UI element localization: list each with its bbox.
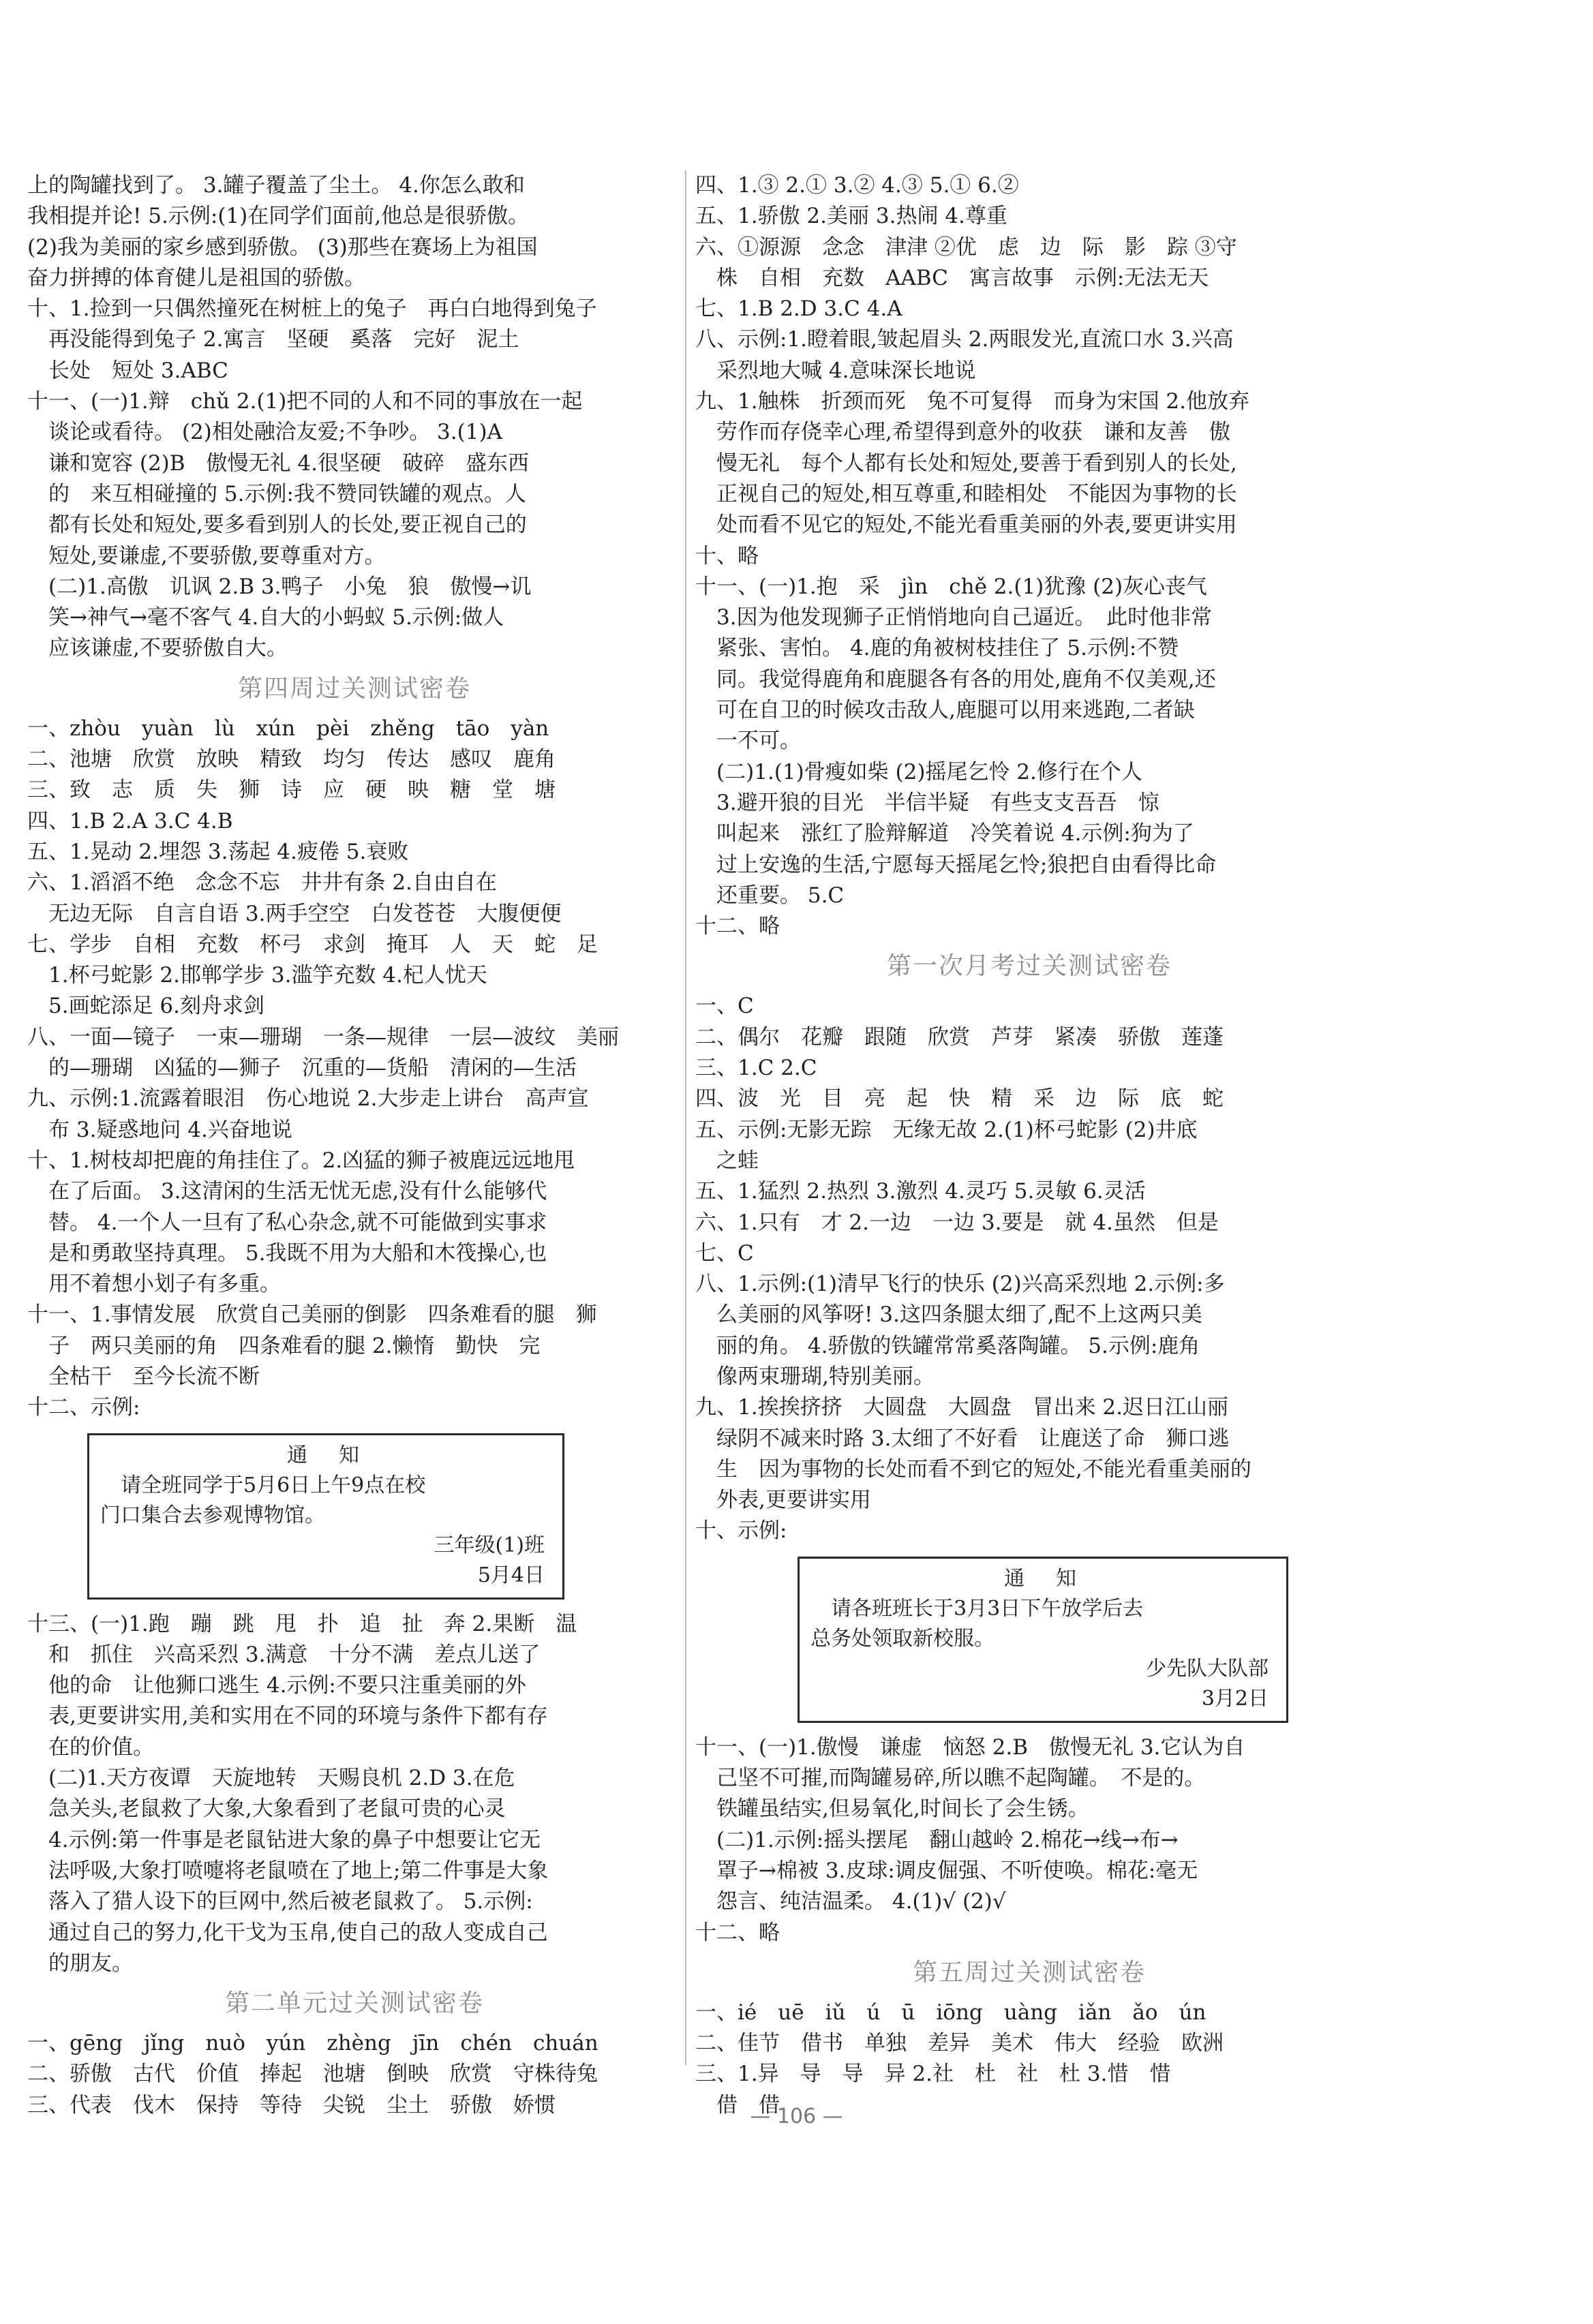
answer-line: 九、示例:1.流露着眼泪 伤心地说 2.大步走上讲台 高声宣 (27, 1086, 589, 1112)
answer-line: 么美丽的风筝呀! 3.这四条腿太细了,配不上这两只美 (695, 1302, 1202, 1328)
answer-line: 在了后面。 3.这清闲的生活无忧无虑,没有什么能够代 (27, 1179, 547, 1204)
right-block-2 (695, 991, 1363, 1546)
answer-line: 株 自相 充数 AABC 寓言故事 示例:无法无天 (695, 265, 1209, 290)
answer-line: 五、1.猛烈 2.热烈 3.激烈 4.灵巧 5.灵敏 6.灵活 (695, 1179, 1146, 1204)
notice-body-line: 请全班同学于5月6日上午9点在校 (100, 1473, 426, 1497)
answer-line: 二、佳节 借书 单独 差异 美术 伟大 经验 欧洲 (695, 2031, 1224, 2056)
answer-line: 应该谦虚,不要骄傲自大。 (27, 636, 288, 661)
answer-line: 四、波 光 目 亮 起 快 精 采 边 际 底 蛇 (695, 1086, 1224, 1112)
answer-line: 十、1.捡到一只偶然撞死在树桩上的兔子 再白白地得到兔子 (27, 296, 597, 322)
notice-body-line: 门口集合去参观博物馆。 (100, 1503, 325, 1527)
answer-line: 3.因为他发现狮子正悄悄地向自己逼近。 此时他非常 (695, 605, 1213, 630)
answer-line: 的 来互相碰撞的 5.示例:我不赞同铁罐的观点。人 (27, 481, 526, 506)
answer-line: 同。我觉得鹿角和鹿腿各有各的用处,鹿角不仅美观,还 (695, 667, 1216, 692)
section-heading-week4: 第四周过关测试密卷 (237, 674, 471, 703)
answer-line: 绿阴不减来时路 3.太细了不好看 让鹿送了命 狮口逃 (695, 1426, 1230, 1451)
answer-line: 生 因为事物的长处而看不到它的短处,不能光看重美丽的 (695, 1456, 1251, 1482)
answer-line: 替。 4.一个人一旦有了私心杂念,就不可能做到实事求 (27, 1210, 547, 1235)
answer-line: 十、1.树枝却把鹿的角挂住了。2.凶猛的狮子被鹿远远地甩 (27, 1148, 575, 1173)
answer-line: 处而看不见它的短处,不能光看重美丽的外表,要更讲实用 (695, 513, 1237, 538)
answer-line: 怨言、纯洁温柔。 4.(1)√ (2)√ (695, 1889, 1006, 1914)
answer-line: 铁罐虽结实,但易氧化,时间长了会生锈。 (695, 1796, 1089, 1822)
right-column (695, 170, 1363, 2121)
answer-line: 七、C (695, 1240, 754, 1266)
answer-line: 全枯干 至今长流不断 (27, 1364, 260, 1389)
answer-line: 都有长处和短处,要多看到别人的长处,要正视自己的 (27, 513, 527, 538)
left-block-1 (27, 170, 682, 664)
answer-line: 法呼吸,大象打喷嚏将老鼠喷在了地上;第二件事是大象 (27, 1858, 549, 1883)
answer-line: 十一、(一)1.抱 采 jìn chě 2.(1)犹豫 (2)灰心丧气 (695, 574, 1208, 599)
answer-line: 十三、(一)1.跑 蹦 跳 甩 扑 追 扯 奔 2.果断 温 (27, 1611, 577, 1636)
answer-line: 五、示例:无影无踪 无缘无故 2.(1)杯弓蛇影 (2)井底 (695, 1117, 1198, 1142)
notice-body-line: 总务处领取新校服。 (810, 1626, 995, 1651)
answer-line: 过上安逸的生活,宁愿每天摇尾乞怜;狼把自由看得比命 (695, 852, 1217, 877)
answer-line: 三、代表 伐木 保持 等待 尖锐 尘土 骄傲 娇惯 (27, 2092, 556, 2117)
answer-line: 正视自己的短处,相互尊重,和睦相处 不能因为事物的长 (695, 481, 1237, 506)
answer-line: 六、1.只有 才 2.一边 一边 3.要是 就 4.虽然 但是 (695, 1210, 1219, 1235)
answer-line: 的朋友。 (27, 1951, 133, 1976)
answer-line: 5.画蛇添足 6.刻舟求剑 (27, 994, 265, 1019)
answer-line: 笑→神气→毫不客气 4.自大的小蚂蚁 5.示例:做人 (27, 605, 504, 630)
answer-line: 一不可。 (695, 729, 801, 754)
answer-line: 上的陶罐找到了。 3.罐子覆盖了尘土。 4.你怎么敢和 (27, 173, 525, 198)
answer-line: (二)1.示例:摇头摆尾 翻山越岭 2.棉花→线→布→ (695, 1827, 1179, 1852)
answer-line: 三、1.C 2.C (695, 1056, 817, 1081)
answer-line: 二、偶尔 花瓣 跟随 欣赏 芦芽 紧凑 骄傲 莲蓬 (695, 1024, 1224, 1050)
answer-line: 七、1.B 2.D 3.C 4.A (695, 296, 902, 322)
answer-line: 谈论或看待。 (2)相处融洽友爱;不争吵。 3.(1)A (27, 420, 502, 445)
answer-line: 落入了猎人设下的巨网中,然后被老鼠救了。 5.示例: (27, 1889, 533, 1914)
answer-line: 像两束珊瑚,特别美丽。 (695, 1364, 935, 1389)
answer-line: 一、zhòu yuàn lù xún pèi zhěng tāo yàn (27, 716, 549, 741)
answer-line: 之蛙 (695, 1148, 759, 1173)
answer-line: 劳作而存侥幸心理,希望得到意外的收获 谦和友善 傲 (695, 420, 1230, 445)
answer-line: 二、骄傲 古代 价值 捧起 池塘 倒映 欣赏 守株待兔 (27, 2062, 598, 2087)
answer-line: 己坚不可摧,而陶罐易碎,所以瞧不起陶罐。 不是的。 (695, 1766, 1206, 1791)
answer-line: 长处 短处 3.ABC (27, 358, 228, 383)
answer-line: 二、池塘 欣赏 放映 精致 均匀 传达 感叹 鹿角 (27, 747, 556, 772)
notice-box-pioneers (798, 1557, 1288, 1723)
answer-line: 六、①源源 念念 津津 ②优 虑 边 际 影 踪 ③守 (695, 234, 1237, 260)
answer-line: 五、1.骄傲 2.美丽 3.热闹 4.尊重 (695, 204, 1007, 229)
answer-line: 在的价值。 (27, 1734, 154, 1760)
section-heading-unit2: 第二单元过关测试密卷 (224, 1989, 484, 2018)
answer-line: 和 抓住 兴高采烈 3.满意 十分不满 差点儿送了 (27, 1642, 541, 1667)
answer-line: 布 3.疑惑地问 4.兴奋地说 (27, 1117, 292, 1142)
answer-line: 一、ié uē iǔ ú ū iōng uàng iǎn ǎo ún (695, 2000, 1207, 2025)
notice-title: 通 知 (287, 1443, 365, 1467)
right-block-1 (695, 170, 1363, 942)
answer-line: 奋力拼搏的体育健儿是祖国的骄傲。 (27, 265, 365, 290)
notice-signer: 三年级(1)班 (434, 1533, 545, 1557)
answer-line: 用不着想小划子有多重。 (27, 1272, 281, 1297)
answer-line: 三、致 志 质 失 狮 诗 应 硬 映 糖 堂 塘 (27, 778, 556, 803)
answer-line: 一、gēng jǐng nuò yún zhèng jīn chén chuán (27, 2031, 598, 2056)
answer-line: 一、C (695, 994, 754, 1019)
answer-line: 八、1.示例:(1)清早飞行的快乐 (2)兴高采烈地 2.示例:多 (695, 1272, 1225, 1297)
notice-title: 通 知 (1004, 1566, 1082, 1591)
answer-line: 慢无礼 每个人都有长处和短处,要善于看到别人的长处, (695, 450, 1237, 476)
notice-box-class3 (87, 1433, 564, 1600)
answer-line: 五、1.晃动 2.埋怨 3.荡起 4.疲倦 5.衰败 (27, 839, 409, 864)
answer-line: 急关头,老鼠救了大象,大象看到了老鼠可贵的心灵 (27, 1796, 506, 1822)
answer-line: 叫起来 涨红了脸辩解道 冷笑着说 4.示例:狗为了 (695, 821, 1194, 846)
answer-line: 罩子→棉被 3.皮球:调皮倔强、不听使唤。棉花:毫无 (695, 1858, 1198, 1883)
answer-line: 4.示例:第一件事是老鼠钻进大象的鼻子中想要让它无 (27, 1827, 541, 1852)
notice-date: 3月2日 (1201, 1686, 1269, 1711)
left-column (27, 170, 682, 2121)
left-block-3 (27, 1609, 682, 1980)
answer-line: 十二、示例: (27, 1395, 140, 1420)
answer-line: 还重要。 5.C (695, 883, 845, 908)
answer-line: 十、略 (695, 543, 759, 568)
answer-line: 他的命 让他狮口逃生 4.示例:不要只注重美丽的外 (27, 1673, 526, 1698)
answer-line: 十二、略 (695, 914, 780, 939)
left-block-2 (27, 714, 682, 1424)
answer-line: 谦和宽容 (2)B 傲慢无礼 4.很坚硬 破碎 盛东西 (27, 450, 529, 476)
answer-line: 1.杯弓蛇影 2.邯郸学步 3.滥竽充数 4.杞人忧天 (27, 963, 487, 988)
answer-line: 十一、1.事情发展 欣赏自己美丽的倒影 四条难看的腿 狮 (27, 1302, 597, 1328)
answer-line: 十一、(一)1.傲慢 谦虚 恼怒 2.B 傲慢无礼 3.它认为自 (695, 1734, 1245, 1760)
answer-line: 六、1.滔滔不绝 念念不忘 井井有条 2.自由自在 (27, 870, 498, 896)
answer-line: 八、示例:1.瞪着眼,皱起眉头 2.两眼发光,直流口水 3.兴高 (695, 327, 1234, 352)
answer-line: (2)我为美丽的家乡感到骄傲。 (3)那些在赛场上为祖国 (27, 234, 538, 260)
answer-line: 再没能得到兔子 2.寓言 坚硬 奚落 完好 泥土 (27, 327, 519, 352)
answer-line: 紧张、害怕。 4.鹿的角被树枝挂住了 5.示例:不赞 (695, 636, 1179, 661)
answer-line: 丽的角。 4.骄傲的铁罐常常奚落陶罐。 5.示例:鹿角 (695, 1333, 1200, 1358)
answer-line: (二)1.天方夜谭 天旋地转 天赐良机 2.D 3.在危 (27, 1766, 515, 1791)
answer-line: 四、1.③ 2.① 3.② 4.③ 5.① 6.② (695, 173, 1019, 198)
answer-line: 是和勇敢坚持真理。 5.我既不用为大船和木筏操心,也 (27, 1240, 547, 1266)
answer-line: 短处,要谦虚,不要骄傲,要尊重对方。 (27, 543, 386, 568)
page-number: — 106 — (750, 2105, 843, 2128)
answer-line: 3.避开狼的目光 半信半疑 有些支支吾吾 惊 (695, 790, 1159, 815)
answer-line: 子 两只美丽的角 四条难看的腿 2.懒惰 勤快 完 (27, 1333, 541, 1358)
answer-line: 九、1.挨挨挤挤 大圆盘 大圆盘 冒出来 2.迟日江山丽 (695, 1395, 1229, 1420)
answer-line: 通过自己的努力,化干戈为玉帛,使自己的敌人变成自己 (27, 1920, 548, 1945)
answer-line: 八、一面—镜子 一束—珊瑚 一条—规律 一层—波纹 美丽 (27, 1024, 619, 1050)
answer-line: 可在自卫的时候攻击敌人,鹿腿可以用来逃跑,二者缺 (695, 698, 1195, 723)
notice-signer: 少先队大队部 (1146, 1656, 1269, 1681)
right-block-3 (695, 1732, 1363, 1948)
answer-line: 的—珊瑚 凶猛的—狮子 沉重的—货船 清闲的—生活 (27, 1056, 577, 1081)
answer-line: 采烈地大喊 4.意味深长地说 (695, 358, 976, 383)
notice-date: 5月4日 (477, 1563, 545, 1587)
answer-line: 十、示例: (695, 1518, 787, 1544)
answer-line: 无边无际 自言自语 3.两手空空 白发苍苍 大腹便便 (27, 901, 562, 926)
answer-line: (二)1.高傲 讥讽 2.B 3.鸭子 小兔 狼 傲慢→讥 (27, 574, 532, 599)
answer-line: 借 借 (695, 2092, 780, 2117)
answer-line: 四、1.B 2.A 3.C 4.B (27, 808, 233, 834)
section-heading-monthly-exam1: 第一次月考过关测试密卷 (886, 952, 1172, 981)
answer-line: 十一、(一)1.辩 chǔ 2.(1)把不同的人和不同的事放在一起 (27, 389, 583, 414)
answer-line: 三、1.异 导 导 异 2.社 杜 社 杜 3.惜 惜 (695, 2062, 1171, 2087)
right-block-4 (695, 1998, 1363, 2121)
column-divider (685, 170, 686, 2065)
answer-line: 七、学步 自相 充数 杯弓 求剑 掩耳 人 天 蛇 足 (27, 932, 598, 957)
answer-line: 外表,更要讲实用 (695, 1488, 871, 1513)
section-heading-week5: 第五周过关测试密卷 (912, 1958, 1146, 1987)
answer-line: 十二、略 (695, 1920, 780, 1945)
answer-line: 九、1.触株 折颈而死 兔不可复得 而身为宋国 2.他放弃 (695, 389, 1250, 414)
answer-line: 我相提并论! 5.示例:(1)在同学们面前,他总是很骄傲。 (27, 204, 530, 229)
notice-body-line: 请各班班长于3月3日下午放学后去 (810, 1596, 1144, 1621)
answer-line: 表,更要讲实用,美和实用在不同的环境与条件下都有存 (27, 1704, 548, 1729)
answer-line: (二)1.(1)骨瘦如柴 (2)摇尾乞怜 2.修行在个人 (695, 759, 1142, 784)
